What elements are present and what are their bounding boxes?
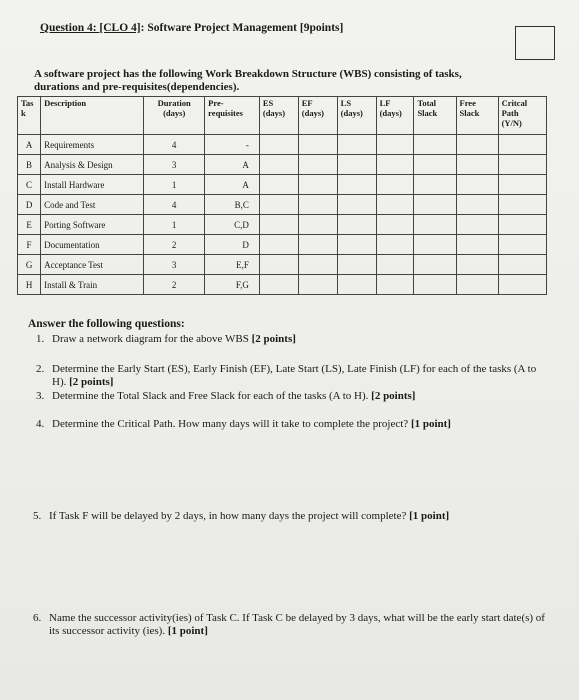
cell-description: Install Hardware bbox=[41, 175, 144, 195]
cell-lf[interactable] bbox=[376, 255, 414, 275]
cell-total-slack[interactable] bbox=[414, 275, 456, 295]
header-ls: LS (days) bbox=[337, 97, 376, 135]
header-ef: EF (days) bbox=[298, 97, 337, 135]
question-1 bbox=[36, 333, 546, 346]
cell-lf[interactable] bbox=[376, 235, 414, 255]
question-title-clo: [CLO 4] bbox=[99, 22, 141, 34]
cell-prereq: - bbox=[205, 135, 260, 155]
header-prereq: Pre- requisites bbox=[205, 97, 260, 135]
question-number: 2. bbox=[36, 363, 45, 375]
question-title bbox=[40, 22, 343, 34]
cell-duration: 4 bbox=[144, 195, 205, 215]
cell-ef[interactable] bbox=[298, 175, 337, 195]
cell-description: Analysis & Design bbox=[41, 155, 144, 175]
cell-ls[interactable] bbox=[337, 195, 376, 215]
question-points: [2 points] bbox=[69, 376, 114, 388]
cell-prereq: A bbox=[205, 175, 260, 195]
cell-description: Requirements bbox=[41, 135, 144, 155]
cell-total-slack[interactable] bbox=[414, 255, 456, 275]
cell-critical[interactable] bbox=[498, 275, 546, 295]
table-header-row bbox=[18, 97, 547, 135]
cell-duration: 3 bbox=[144, 255, 205, 275]
cell-es[interactable] bbox=[259, 235, 298, 255]
cell-lf[interactable] bbox=[376, 215, 414, 235]
question-6 bbox=[33, 612, 558, 638]
question-points: [2 points] bbox=[371, 390, 416, 402]
cell-prereq: A bbox=[205, 155, 260, 175]
cell-critical[interactable] bbox=[498, 255, 546, 275]
cell-ef[interactable] bbox=[298, 155, 337, 175]
cell-prereq: B,C bbox=[205, 195, 260, 215]
cell-total-slack[interactable] bbox=[414, 135, 456, 155]
question-title-rest: : Software Project Management [9points] bbox=[140, 22, 344, 34]
table-row bbox=[18, 215, 547, 235]
header-free-slack: Free Slack bbox=[456, 97, 498, 135]
table-row bbox=[18, 235, 547, 255]
question-text: Determine the Critical Path. How many days will it take to complete the project? bbox=[52, 418, 411, 430]
cell-critical[interactable] bbox=[498, 135, 546, 155]
question-number: 4. bbox=[36, 418, 45, 430]
cell-lf[interactable] bbox=[376, 135, 414, 155]
cell-duration: 1 bbox=[144, 175, 205, 195]
cell-task: H bbox=[18, 275, 41, 295]
header-critical-path: Critcal Path (Y/N) bbox=[498, 97, 546, 135]
question-text: Draw a network diagram for the above WBS bbox=[52, 333, 252, 345]
cell-free-slack[interactable] bbox=[456, 235, 498, 255]
cell-description: Code and Test bbox=[41, 195, 144, 215]
cell-critical[interactable] bbox=[498, 175, 546, 195]
cell-ls[interactable] bbox=[337, 235, 376, 255]
cell-ls[interactable] bbox=[337, 275, 376, 295]
cell-task: C bbox=[18, 175, 41, 195]
cell-task: B bbox=[18, 155, 41, 175]
intro-text bbox=[34, 68, 554, 94]
wbs-table bbox=[17, 96, 547, 295]
cell-critical[interactable] bbox=[498, 155, 546, 175]
cell-free-slack[interactable] bbox=[456, 215, 498, 235]
table-row bbox=[18, 195, 547, 215]
question-number: 3. bbox=[36, 390, 45, 402]
cell-duration: 1 bbox=[144, 215, 205, 235]
question-3 bbox=[36, 390, 546, 403]
cell-prereq: E,F bbox=[205, 255, 260, 275]
cell-description: Documentation bbox=[41, 235, 144, 255]
question-text: Determine the Early Start (ES), Early Finish (EF), Late Start (LS), Late Finish (LF) for each of the tasks (A to H). bbox=[52, 363, 537, 388]
question-4 bbox=[36, 418, 556, 431]
cell-total-slack[interactable] bbox=[414, 235, 456, 255]
cell-es[interactable] bbox=[259, 175, 298, 195]
cell-task: E bbox=[18, 215, 41, 235]
cell-critical[interactable] bbox=[498, 235, 546, 255]
cell-lf[interactable] bbox=[376, 175, 414, 195]
cell-prereq: C,D bbox=[205, 215, 260, 235]
cell-description: Acceptance Test bbox=[41, 255, 144, 275]
question-text: If Task F will be delayed by 2 days, in how many days the project will complete? bbox=[49, 510, 410, 522]
table-row bbox=[18, 255, 547, 275]
cell-free-slack[interactable] bbox=[456, 155, 498, 175]
cell-ef[interactable] bbox=[298, 275, 337, 295]
cell-description: Install & Train bbox=[41, 275, 144, 295]
question-text: Name the successor activity(ies) of Task C. If Task C be delayed by 3 days, what will be the early start date(s) of its successor activity (ies). bbox=[49, 612, 545, 637]
header-lf: LF (days) bbox=[376, 97, 414, 135]
cell-ef[interactable] bbox=[298, 215, 337, 235]
table-row bbox=[18, 275, 547, 295]
table-row bbox=[18, 175, 547, 195]
cell-duration: 4 bbox=[144, 135, 205, 155]
intro-line-2: durations and pre-requisites(dependencies). bbox=[34, 81, 240, 93]
cell-task: D bbox=[18, 195, 41, 215]
score-box bbox=[515, 26, 555, 60]
header-total-slack: Total Slack bbox=[414, 97, 456, 135]
cell-ef[interactable] bbox=[298, 235, 337, 255]
cell-critical[interactable] bbox=[498, 195, 546, 215]
cell-total-slack[interactable] bbox=[414, 175, 456, 195]
question-text: Determine the Total Slack and Free Slack for each of the tasks (A to H). bbox=[52, 390, 372, 402]
cell-ls[interactable] bbox=[337, 135, 376, 155]
cell-duration: 2 bbox=[144, 235, 205, 255]
cell-description: Porting Software bbox=[41, 215, 144, 235]
question-5 bbox=[33, 510, 553, 523]
answers-heading: Answer the following questions: bbox=[28, 318, 185, 330]
cell-ef[interactable] bbox=[298, 135, 337, 155]
cell-total-slack[interactable] bbox=[414, 155, 456, 175]
cell-free-slack[interactable] bbox=[456, 255, 498, 275]
cell-duration: 3 bbox=[144, 155, 205, 175]
question-points: [2 points] bbox=[251, 333, 296, 345]
cell-lf[interactable] bbox=[376, 195, 414, 215]
table-row bbox=[18, 135, 547, 155]
cell-lf[interactable] bbox=[376, 155, 414, 175]
header-duration: Duration (days) bbox=[144, 97, 205, 135]
cell-task: F bbox=[18, 235, 41, 255]
cell-ls[interactable] bbox=[337, 175, 376, 195]
cell-prereq: F,G bbox=[205, 275, 260, 295]
cell-critical[interactable] bbox=[498, 215, 546, 235]
cell-free-slack[interactable] bbox=[456, 135, 498, 155]
question-points: [1 point] bbox=[409, 510, 450, 522]
cell-free-slack[interactable] bbox=[456, 195, 498, 215]
intro-line-1: A software project has the following Work Breakdown Structure (WBS) consisting of tasks, bbox=[34, 68, 462, 80]
question-number: 1. bbox=[36, 333, 45, 345]
cell-total-slack[interactable] bbox=[414, 215, 456, 235]
question-points: [1 point] bbox=[410, 418, 451, 430]
cell-ls[interactable] bbox=[337, 155, 376, 175]
cell-ef[interactable] bbox=[298, 195, 337, 215]
cell-es[interactable] bbox=[259, 255, 298, 275]
cell-ef[interactable] bbox=[298, 255, 337, 275]
question-2 bbox=[36, 363, 551, 389]
cell-lf[interactable] bbox=[376, 275, 414, 295]
cell-ls[interactable] bbox=[337, 215, 376, 235]
cell-es[interactable] bbox=[259, 135, 298, 155]
cell-free-slack[interactable] bbox=[456, 275, 498, 295]
cell-duration: 2 bbox=[144, 275, 205, 295]
cell-es[interactable] bbox=[259, 215, 298, 235]
question-number: 6. bbox=[33, 612, 42, 624]
question-points: [1 point] bbox=[167, 625, 208, 637]
header-task: Tas k bbox=[18, 97, 41, 135]
cell-es[interactable] bbox=[259, 275, 298, 295]
question-title-prefix: Question 4: bbox=[40, 22, 100, 34]
cell-prereq: D bbox=[205, 235, 260, 255]
cell-free-slack[interactable] bbox=[456, 175, 498, 195]
cell-task: G bbox=[18, 255, 41, 275]
cell-task: A bbox=[18, 135, 41, 155]
header-description: Description bbox=[41, 97, 144, 135]
cell-es[interactable] bbox=[259, 195, 298, 215]
question-number: 5. bbox=[33, 510, 42, 522]
header-es: ES (days) bbox=[259, 97, 298, 135]
cell-total-slack[interactable] bbox=[414, 195, 456, 215]
table-row bbox=[18, 155, 547, 175]
cell-es[interactable] bbox=[259, 155, 298, 175]
cell-ls[interactable] bbox=[337, 255, 376, 275]
